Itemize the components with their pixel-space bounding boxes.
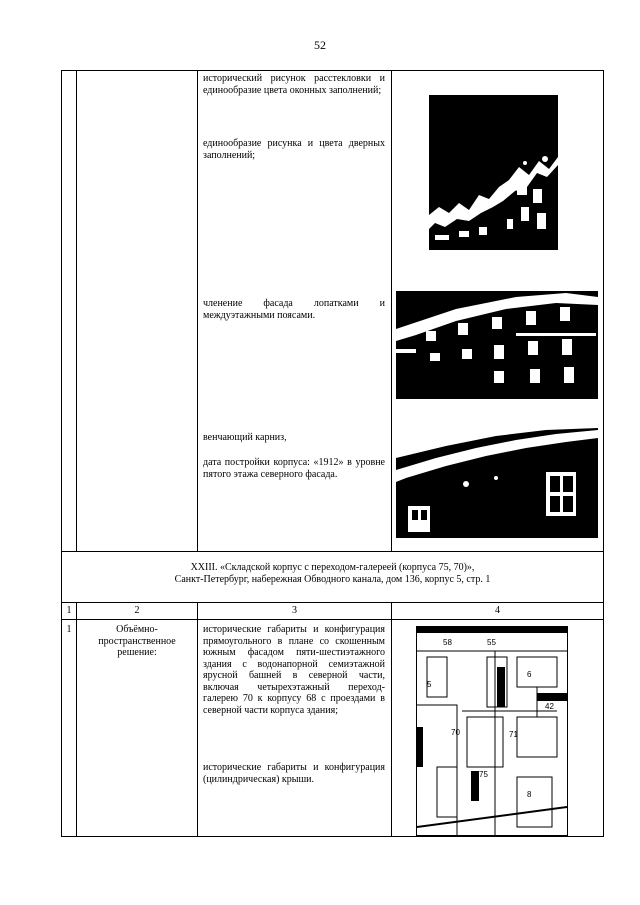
section-header — [62, 562, 603, 585]
section-title: XXIII. «Складской корпус с переходом-галереей (корпуса 75, 70)», — [190, 562, 475, 573]
column-number-1: 1 — [66, 605, 72, 616]
table-right-border — [603, 70, 604, 837]
site-plan-map — [416, 626, 568, 836]
photo-cornice-date — [396, 420, 598, 538]
col-divider-1-top — [76, 70, 77, 551]
row-number: 1 — [66, 624, 72, 635]
feature-construction-date: дата постройки корпуса: «1912» в уровне пятого этажа северного фасада. — [203, 457, 385, 480]
col-divider-3-top — [391, 70, 392, 551]
col-divider-2-bottom — [197, 602, 198, 837]
column-number-2: 2 — [134, 605, 140, 616]
map-label-58: 58 — [443, 638, 452, 647]
map-label-71: 71 — [509, 730, 518, 739]
feature-window-glazing: исторический рисунок расстекловки и единообразие цвета оконных заполнений; — [203, 73, 385, 96]
map-label-42: 42 — [545, 702, 554, 711]
table-bottom-border — [61, 836, 604, 837]
map-label-55: 55 — [487, 638, 496, 647]
map-label-70: 70 — [451, 728, 460, 737]
map-label-8: 8 — [527, 790, 532, 799]
table-left-border — [61, 70, 62, 837]
feature-facade-pilasters: членение фасада лопатками и междуэтажными поясами. — [203, 298, 385, 321]
column-number-4: 4 — [495, 605, 500, 616]
map-label-6: 6 — [527, 670, 532, 679]
map-label-75: 75 — [479, 770, 488, 779]
table-top-border — [61, 70, 604, 71]
feature-cornice: венчающий карниз, — [203, 432, 287, 443]
photo-facade-pilasters — [396, 291, 598, 399]
col-divider-2-top — [197, 70, 198, 551]
feature-dimensions: исторические габариты и конфигурация прямоугольного в плане со скошенным южным фасадом пяти-шестиэтажного здания с водонапорной семиэтажной ярусной башней в северной части, включая четырехэтажный переход-галерею 70 к корпусу 68 с проездами в северной части корпуса здания; — [203, 624, 385, 716]
row-category: Объёмно-пространственное решение: — [98, 624, 176, 658]
feature-door-fillings: единообразие рисунка и цвета дверных заполнений; — [203, 138, 385, 161]
column-number-3: 3 — [292, 605, 297, 616]
map-label-5: 5 — [427, 680, 432, 689]
column-numbers-bottom — [61, 619, 604, 620]
section-header-top — [61, 551, 604, 552]
page-number: 52 — [314, 38, 326, 52]
col-divider-1-bottom — [76, 602, 77, 837]
section-header-bottom — [61, 602, 604, 603]
col-divider-3-bottom — [391, 602, 392, 837]
feature-roof: исторические габариты и конфигурация (цилиндрическая) крыши. — [203, 762, 385, 785]
section-address: Санкт-Петербург, набережная Обводного канала, дом 136, корпус 5, стр. 1 — [174, 573, 491, 585]
photo-facade-windows — [429, 95, 558, 250]
